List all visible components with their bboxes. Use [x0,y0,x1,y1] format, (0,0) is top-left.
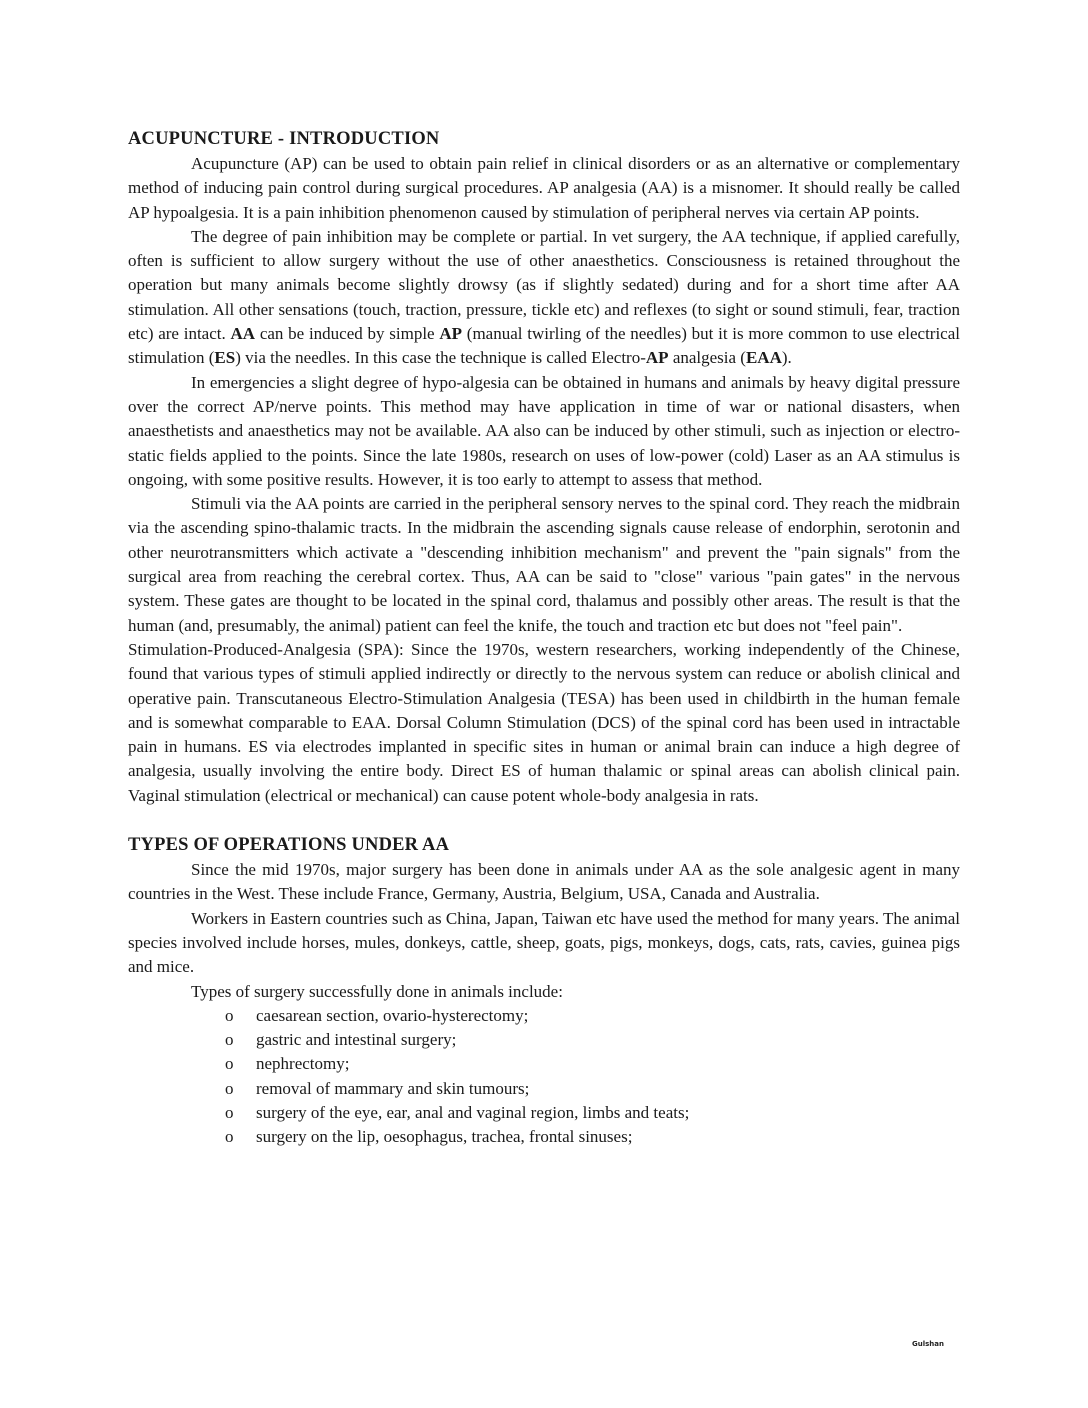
list-item-text: gastric and intestinal surgery; [256,1030,457,1050]
text-run: The degree of pain inhibition may be complete or partial. In vet surgery, the AA technique, if applied carefully, often is sufficient to allow surgery without the use of other anaesthetics. Consciousness is retained throughout the operation but many animals become slightly drowsy (as if slightly sedated) during and for a short time after AA stimulation. All other sensations (touch, traction, pressure, tickle etc) and reflexes (to sight or sound stimuli, fear, traction etc) are intact. [128,226,960,344]
footer-watermark: Gulshan [912,1340,944,1348]
list-item-text: caesarean section, ovario-hysterectomy; [256,1005,529,1025]
bullet-marker: o [225,1102,234,1122]
text-run: ). [781,348,792,368]
bold-term: AA [230,324,256,344]
list-item [128,1052,960,1076]
bullet-marker: o [225,1127,234,1147]
surgery-types-list [128,1004,960,1150]
paragraph: Since the mid 1970s, major surgery has been done in animals under AA as the sole analgesic agent in many countries in the West. These include France, Germany, Austria, Belgium, USA, Canada and Australia. [128,860,960,904]
text-run: analgesia ( [668,348,746,368]
list-item-text: nephrectomy; [256,1054,350,1074]
text-run: (manual twirling of the needles) but it is more common to use electrical stimulation ( [128,324,960,368]
bullet-marker: o [225,1030,234,1050]
bullet-marker: o [225,1005,234,1025]
section-heading-types-of-operations: TYPES OF OPERATIONS UNDER AA [128,835,450,856]
paragraph: Types of surgery successfully done in animals include: [191,981,563,1001]
text-run: ) via the needles. In this case the technique is called Electro- [235,348,646,368]
list-item [128,1028,960,1052]
paragraph: Acupuncture (AP) can be used to obtain pain relief in clinical disorders or as an alternative or complementary method of inducing pain control during surgical procedures. AP analgesia (AA) is a misnomer. It should really be called AP hypoalgesia. It is a pain inhibition phenomenon caused by stimulation of peripheral nerves via certain AP points. [128,154,960,222]
paragraph: Stimuli via the AA points are carried in the peripheral sensory nerves to the spinal cord. They reach the midbrain via the ascending spino-thalamic tracts. In the midbrain the ascending signals cause release of endorphin, serotonin and other neurotransmitters which activate a "descending inhibition mechanism" and prevent the "pain signals" from the surgical area from reaching the cerebral cortex. Thus, AA can be said to "close" various "pain gates" in the nervous system. These gates are thought to be located in the spinal cord, thalamus and possibly other areas. The result is that the human (and, presumably, the animal) patient can feel the knife, the touch and traction etc but does not "feel pain". [128,494,960,635]
paragraph: Workers in Eastern countries such as China, Japan, Taiwan etc have used the method for many years. The animal species involved include horses, mules, donkeys, cattle, sheep, goats, pigs, monkeys, dogs, cats, rats, cavies, guinea pigs and mice. [128,908,960,977]
bullet-marker: o [225,1054,234,1074]
list-item-text: surgery on the lip, oesophagus, trachea, frontal sinuses; [256,1127,633,1147]
list-item [128,1077,960,1101]
bold-term: AP [645,348,669,368]
section-heading-introduction: ACUPUNCTURE - INTRODUCTION [128,129,440,149]
bold-term: AP [439,324,463,344]
list-item [128,1101,960,1125]
paragraph: Stimulation-Produced-Analgesia (SPA): Since the 1970s, western researchers, working independently of the Chinese, found that various types of stimuli applied indirectly or directly to the nervous system can reduce or abolish clinical and operative pain. Transcutaneous Electro-Stimulation Analgesia (TESA) has been used in childbirth in the human female and is somewhat comparable to EAA. Dorsal Column Stimulation (DCS) of the spinal cord has been used in intractable pain in humans. ES via electrodes implanted in specific sites in human or animal brain can induce a high degree of analgesia, usually involving the entire body. Direct ES of human thalamic or spinal areas can abolish clinical pain. Vaginal stimulation (electrical or mechanical) can cause potent whole-body analgesia in rats. [128,639,960,805]
paragraph [128,225,960,371]
text-run: can be induced by simple [255,324,440,344]
list-item [128,1125,960,1149]
document-body [128,126,960,1150]
bold-term: ES [214,348,236,368]
bullet-marker: o [225,1078,234,1098]
paragraph: In emergencies a slight degree of hypo-algesia can be obtained in humans and animals by heavy digital pressure over the correct AP/nerve points. This method may have application in time of war or national disasters, when anaesthetists and anaesthetics may not be available. AA also can be induced by other stimuli, such as injection or electro-static fields applied to the points. Since the late 1980s, research on uses of low-power (cold) Laser as an AA stimulus is ongoing, with some positive results. However, it is too early to attempt to assess that method. [128,372,960,489]
bold-term: EAA [745,348,782,368]
list-item [128,1004,960,1028]
list-item-text: removal of mammary and skin tumours; [256,1078,530,1098]
list-item-text: surgery of the eye, ear, anal and vaginal region, limbs and teats; [256,1102,690,1122]
